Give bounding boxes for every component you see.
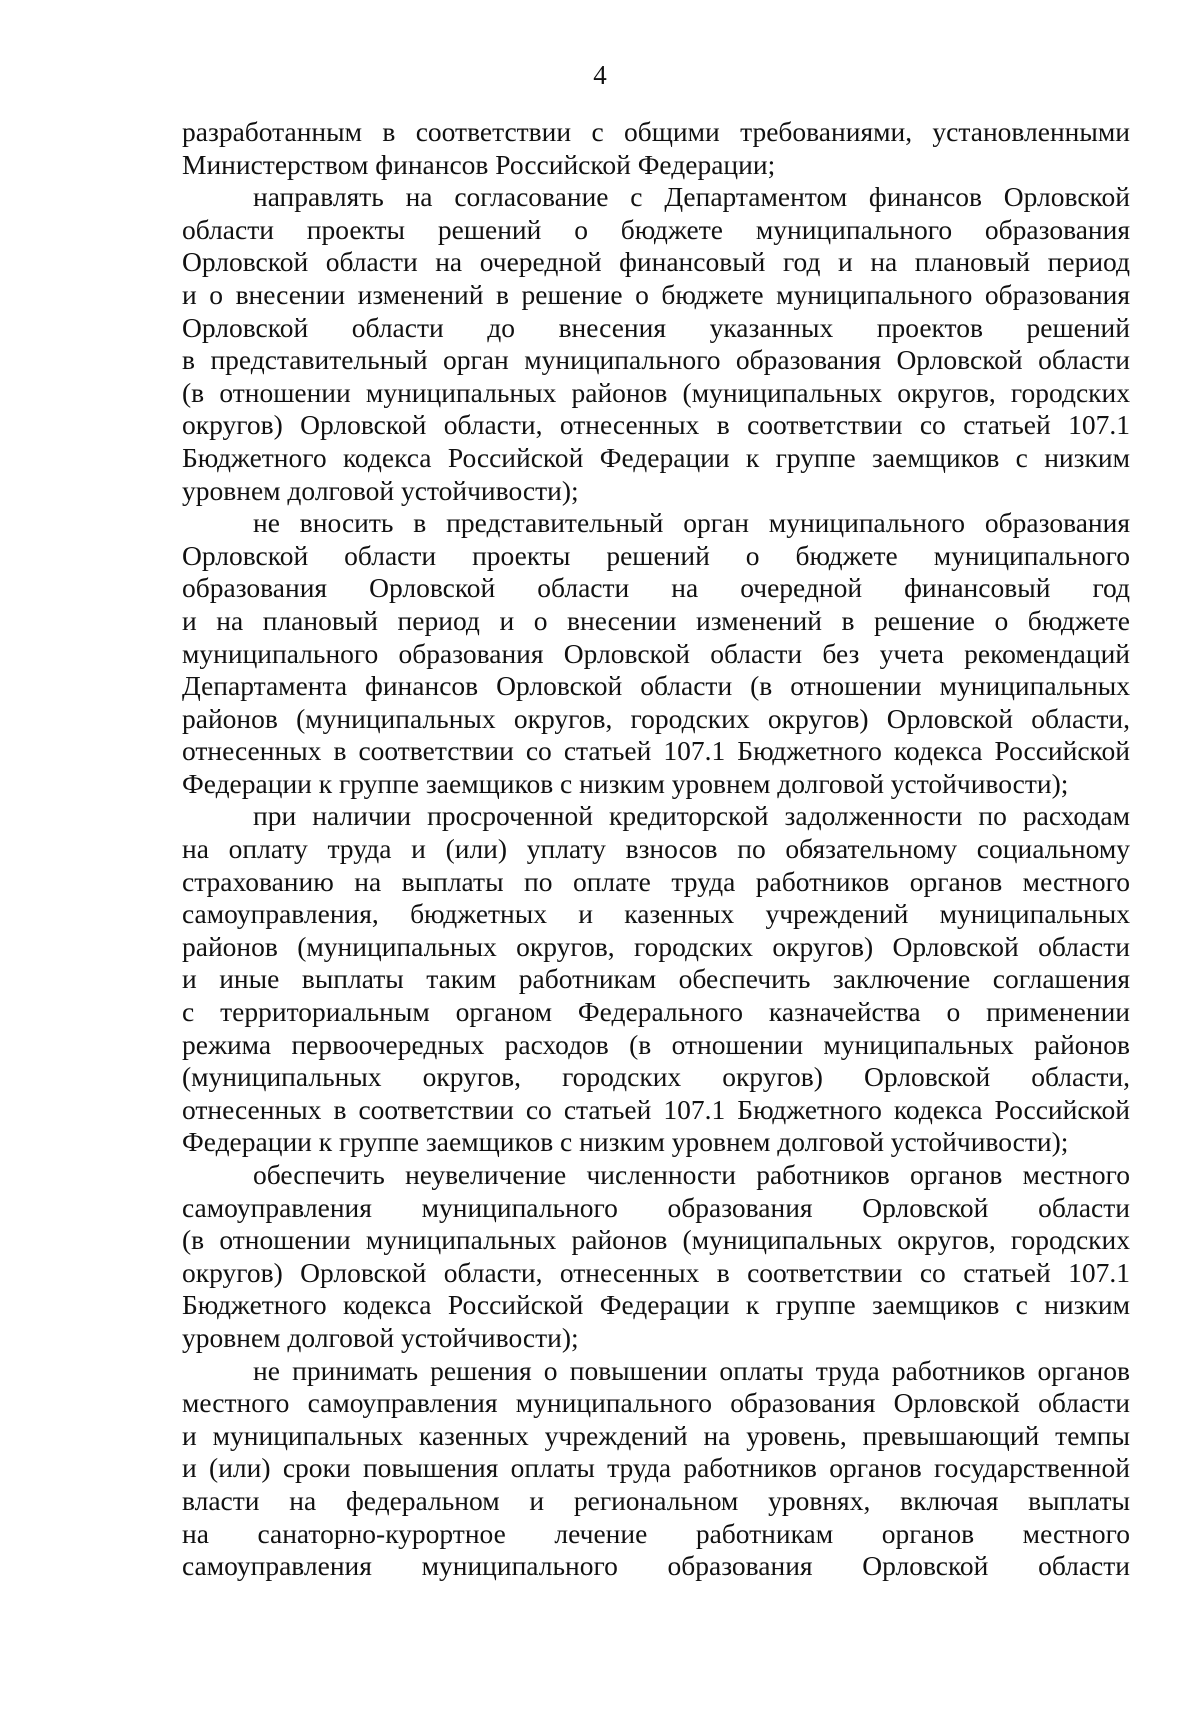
text-line: и о внесении изменений в решение о бюджете муниципального образования — [182, 278, 1130, 310]
text-line: не вносить в представительный орган муниципального образования — [253, 507, 1130, 539]
text-line: с территориальным органом Федерального казначейства о применении — [182, 996, 1130, 1028]
text-line: (муниципальных округов, городских округов) Орловской области, — [182, 1061, 1130, 1093]
text-line: направлять на согласование с Департаментом финансов Орловской — [253, 181, 1130, 213]
text-line: уровнем долговой устойчивости); — [182, 1321, 579, 1353]
text-line: и муниципальных казенных учреждений на уровень, превышающий темпы — [182, 1419, 1130, 1451]
text-line: отнесенных в соответствии со статьей 107.1 Бюджетного кодекса Российской — [182, 1093, 1130, 1125]
text-line: (в отношении муниципальных районов (муниципальных округов, городских — [182, 1224, 1130, 1256]
text-line: отнесенных в соответствии со статьей 107.1 Бюджетного кодекса Российской — [182, 735, 1130, 767]
text-line: образования Орловской области на очередной финансовый год — [182, 572, 1130, 604]
text-line: страхованию на выплаты по оплате труда работников органов местного — [182, 865, 1130, 897]
text-line: Орловской области на очередной финансовый год и на плановый период — [182, 246, 1130, 278]
text-line: не принимать решения о повышении оплаты труда работников органов — [253, 1354, 1130, 1386]
text-line: округов) Орловской области, отнесенных в соответствии со статьей 107.1 — [182, 1256, 1130, 1288]
text-line: области проекты решений о бюджете муниципального образования — [182, 213, 1130, 245]
text-line: разработанным в соответствии с общими требованиями, установленными — [182, 116, 1130, 147]
text-line: режима первоочередных расходов (в отношении муниципальных районов — [182, 1028, 1130, 1060]
text-line: местного самоуправления муниципального образования Орловской области — [182, 1387, 1130, 1419]
text-line: Бюджетного кодекса Российской Федерации к группе заемщиков с низким — [182, 441, 1130, 473]
text-line: (в отношении муниципальных районов (муниципальных округов, городских — [182, 376, 1130, 408]
text-line: на санаторно-курортное лечение работникам органов местного — [182, 1517, 1130, 1549]
paragraph — [182, 1159, 1130, 1355]
text-line: обеспечить неувеличение численности работников органов местного — [253, 1159, 1130, 1190]
text-line: Департамента финансов Орловской области (в отношении муниципальных — [182, 670, 1130, 702]
text-line: Федерации к группе заемщиков с низким уровнем долговой устойчивости); — [182, 767, 1069, 799]
document-body — [182, 116, 1130, 1583]
page-number: 4 — [593, 60, 607, 90]
text-line: самоуправления муниципального образования Орловской области — [182, 1550, 1130, 1582]
paragraph — [182, 116, 1130, 181]
text-line: уровнем долговой устойчивости); — [182, 474, 579, 506]
text-line: в представительный орган муниципального образования Орловской области — [182, 344, 1130, 376]
text-line: Федерации к группе заемщиков с низким уровнем долговой устойчивости); — [182, 1126, 1069, 1158]
paragraph — [182, 181, 1130, 507]
text-line: округов) Орловской области, отнесенных в соответствии со статьей 107.1 — [182, 409, 1130, 441]
text-line: районов (муниципальных округов, городских округов) Орловской области, — [182, 702, 1130, 734]
text-line: самоуправления муниципального образования Орловской области — [182, 1191, 1130, 1223]
text-line: Бюджетного кодекса Российской Федерации к группе заемщиков с низким — [182, 1289, 1130, 1321]
paragraph — [182, 800, 1130, 1159]
text-line: и иные выплаты таким работникам обеспечить заключение соглашения — [182, 963, 1130, 995]
paragraph — [182, 507, 1130, 800]
text-line: Орловской области проекты решений о бюджете муниципального — [182, 539, 1130, 571]
text-line: и (или) сроки повышения оплаты труда работников органов государственной — [182, 1452, 1130, 1484]
text-line: на оплату труда и (или) уплату взносов по обязательному социальному — [182, 833, 1130, 865]
text-line: районов (муниципальных округов, городских округов) Орловской области — [182, 930, 1130, 962]
text-line: Министерством финансов Российской Федерации; — [182, 148, 776, 180]
text-line: при наличии просроченной кредиторской задолженности по расходам — [253, 800, 1130, 832]
text-line: муниципального образования Орловской области без учета рекомендаций — [182, 637, 1130, 669]
text-line: власти на федеральном и региональном уровнях, включая выплаты — [182, 1484, 1130, 1516]
text-line: и на плановый период и о внесении изменений в решение о бюджете — [182, 604, 1130, 636]
text-line: самоуправления, бюджетных и казенных учреждений муниципальных — [182, 898, 1130, 930]
paragraph — [182, 1355, 1130, 1583]
text-line: Орловской области до внесения указанных проектов решений — [182, 311, 1130, 343]
